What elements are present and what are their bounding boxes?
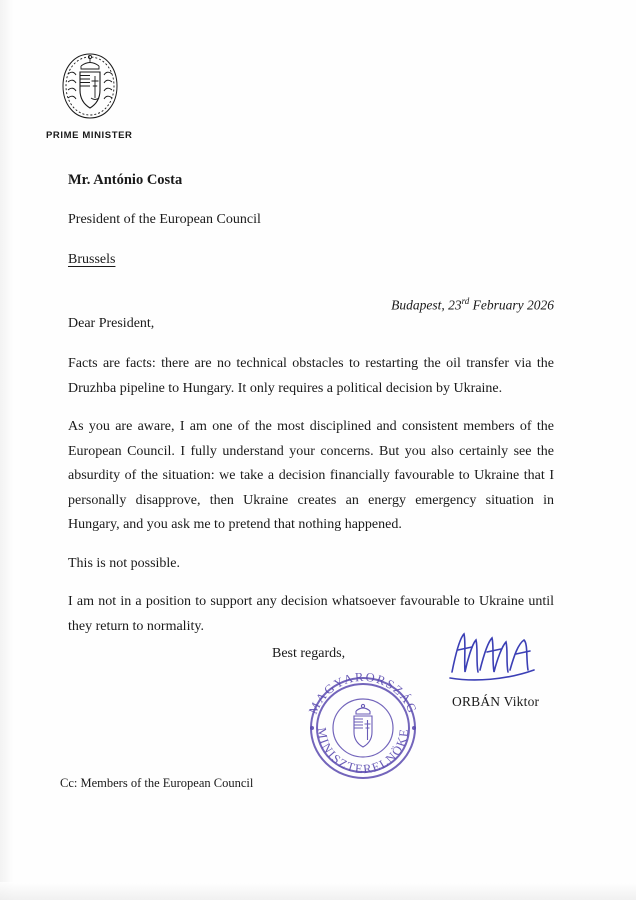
signer-name: ORBÁN Viktor xyxy=(452,694,540,709)
letterhead xyxy=(46,48,226,141)
cc-line: Cc: Members of the European Council xyxy=(60,776,254,790)
page-edge-shading-left xyxy=(0,0,14,900)
paragraph-2: As you are aware, I am one of the most disciplined and consistent members of the European Council. I fully understand your concerns. But you also certainly see the absurdity of the situation: we take a decision financially favourable to Ukraine that I personally disapprove, then Ukraine creates an energy emergency situation in Hungary, and you ask me to pretend that nothing happened. xyxy=(68,419,554,532)
dateline xyxy=(391,296,554,314)
dateline-place-date: Budapest, 23 xyxy=(391,297,462,313)
stamp-bottom-text: MINISZTERELNÖKE xyxy=(314,726,412,777)
stamp-top-text: MAGYARORSZÁG xyxy=(305,669,421,717)
letter-body xyxy=(68,316,554,639)
addressee-city: Brussels xyxy=(68,252,116,267)
salutation: Dear President, xyxy=(68,316,155,331)
paragraph-4: I am not in a position to support any decision whatsoever favourable to Ukraine until they return to normality. xyxy=(68,594,554,634)
dateline-rest: February 2026 xyxy=(469,297,554,313)
dateline-ordinal: rd xyxy=(461,296,470,306)
letterhead-title: PRIME MINISTER xyxy=(46,130,133,141)
handwritten-signature-icon xyxy=(444,626,544,686)
addressee-block xyxy=(68,172,488,268)
hungary-coat-of-arms-icon xyxy=(54,48,126,124)
official-round-stamp-icon xyxy=(294,668,432,784)
addressee-role: President of the European Council xyxy=(68,212,261,227)
valediction: Best regards, xyxy=(272,646,346,661)
paragraph-1: Facts are facts: there are no technical obstacles to restarting the oil transfer via the Druzhba pipeline to Hungary. It only requires a political decision by Ukraine. xyxy=(68,356,554,396)
addressee-name: Mr. António Costa xyxy=(68,172,183,188)
page-edge-shading-bottom xyxy=(0,882,636,900)
paragraph-3: This is not possible. xyxy=(68,555,181,571)
